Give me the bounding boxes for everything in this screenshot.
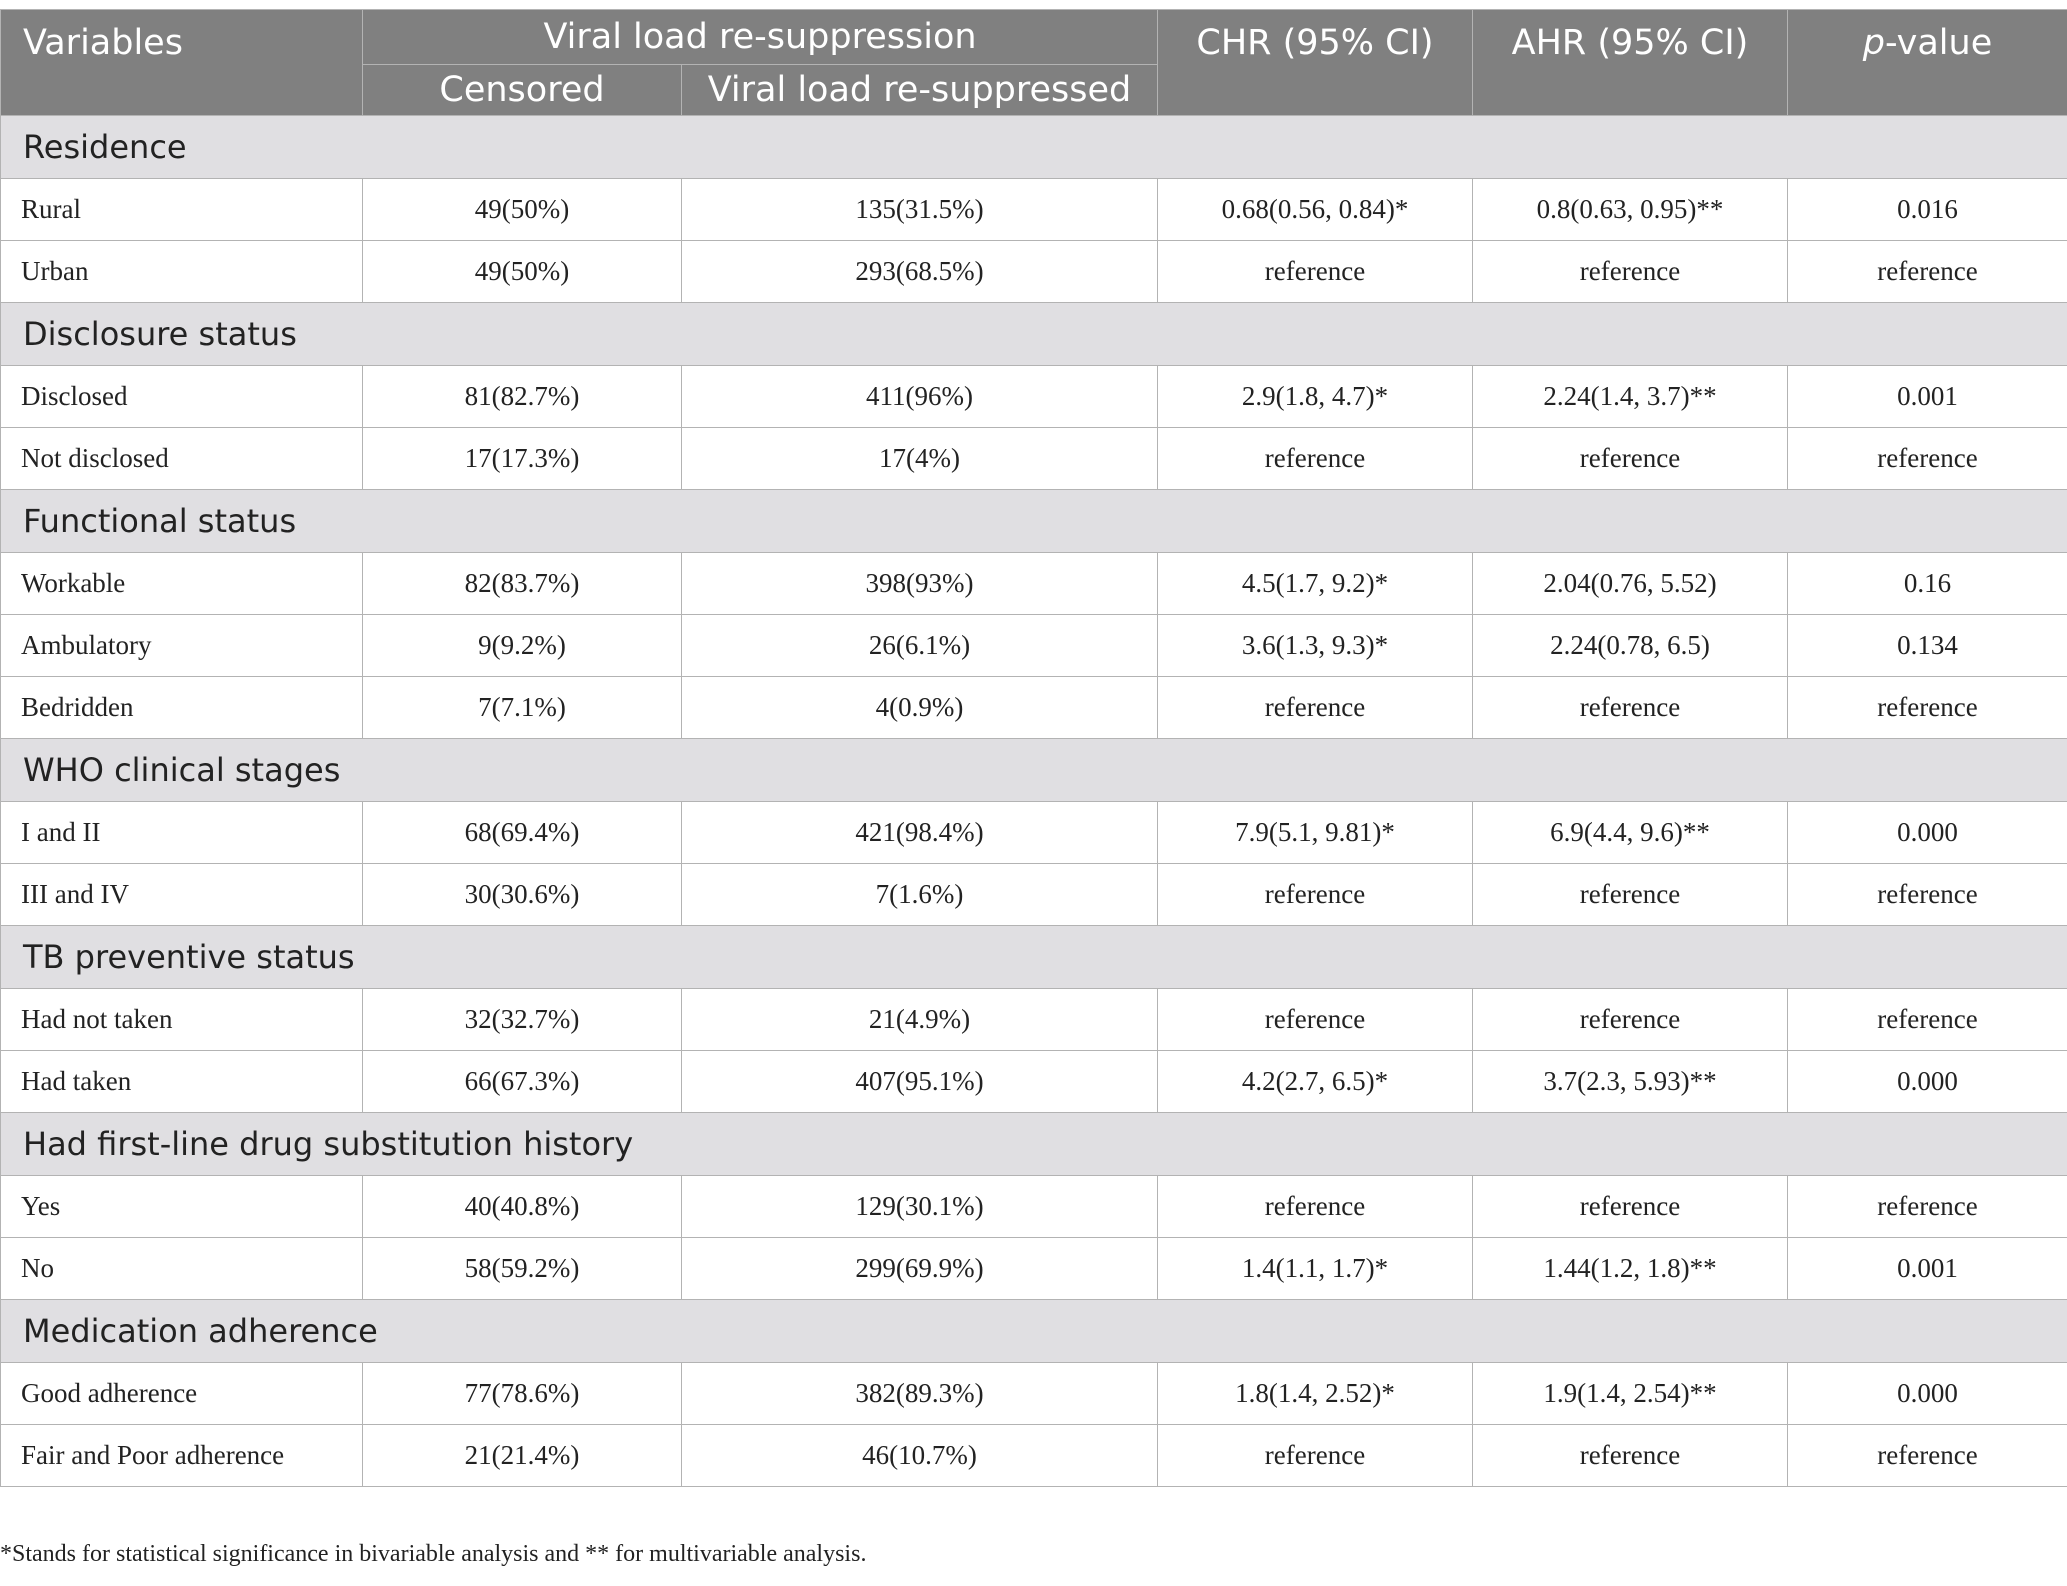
section-title: Disclosure status	[1, 303, 2067, 366]
cell-chr: 3.6(1.3, 9.3)*	[1158, 615, 1473, 677]
cell-chr: 1.8(1.4, 2.52)*	[1158, 1363, 1473, 1425]
cell-variable: Had not taken	[1, 989, 363, 1051]
cell-ahr: 6.9(4.4, 9.6)**	[1473, 802, 1788, 864]
cell-resuppressed: 407(95.1%)	[682, 1051, 1158, 1113]
cell-p-value: reference	[1788, 428, 2067, 490]
table-row	[1, 677, 2067, 739]
cell-variable: III and IV	[1, 864, 363, 926]
cell-ahr: 2.04(0.76, 5.52)	[1473, 553, 1788, 615]
cell-variable: Fair and Poor adherence	[1, 1425, 363, 1487]
cell-chr: reference	[1158, 1176, 1473, 1238]
cell-censored: 66(67.3%)	[363, 1051, 682, 1113]
cell-censored: 58(59.2%)	[363, 1238, 682, 1300]
cell-censored: 82(83.7%)	[363, 553, 682, 615]
cell-ahr: reference	[1473, 864, 1788, 926]
cell-resuppressed: 411(96%)	[682, 366, 1158, 428]
header-p-rest: -value	[1884, 23, 1993, 63]
cell-ahr: reference	[1473, 989, 1788, 1051]
cell-p-value: 0.000	[1788, 1051, 2067, 1113]
table-row	[1, 366, 2067, 428]
table-row	[1, 553, 2067, 615]
table-row	[1, 428, 2067, 490]
cell-variable: Ambulatory	[1, 615, 363, 677]
cell-censored: 9(9.2%)	[363, 615, 682, 677]
results-table	[0, 9, 2067, 1487]
section-title: Medication adherence	[1, 1300, 2067, 1363]
cell-ahr: 1.9(1.4, 2.54)**	[1473, 1363, 1788, 1425]
cell-resuppressed: 299(69.9%)	[682, 1238, 1158, 1300]
footnote: *Stands for statistical significance in bivariable analysis and ** for multivariable analysis.	[0, 1541, 867, 1567]
cell-p-value: 0.016	[1788, 179, 2067, 241]
section-title: WHO clinical stages	[1, 739, 2067, 802]
header-censored: Censored	[363, 65, 682, 116]
cell-resuppressed: 382(89.3%)	[682, 1363, 1158, 1425]
cell-p-value: 0.134	[1788, 615, 2067, 677]
cell-chr: reference	[1158, 864, 1473, 926]
cell-p-value: reference	[1788, 989, 2067, 1051]
cell-ahr: reference	[1473, 1425, 1788, 1487]
cell-p-value: reference	[1788, 677, 2067, 739]
cell-censored: 7(7.1%)	[363, 677, 682, 739]
section-title: TB preventive status	[1, 926, 2067, 989]
section-title: Functional status	[1, 490, 2067, 553]
cell-variable: No	[1, 1238, 363, 1300]
header-p-value	[1788, 10, 2067, 116]
cell-ahr: 3.7(2.3, 5.93)**	[1473, 1051, 1788, 1113]
cell-resuppressed: 421(98.4%)	[682, 802, 1158, 864]
cell-ahr: reference	[1473, 428, 1788, 490]
cell-variable: Not disclosed	[1, 428, 363, 490]
cell-chr: 4.2(2.7, 6.5)*	[1158, 1051, 1473, 1113]
cell-chr: reference	[1158, 989, 1473, 1051]
table-row	[1, 1363, 2067, 1425]
cell-p-value: 0.16	[1788, 553, 2067, 615]
cell-p-value: reference	[1788, 864, 2067, 926]
cell-variable: Yes	[1, 1176, 363, 1238]
cell-censored: 21(21.4%)	[363, 1425, 682, 1487]
section-row	[1, 739, 2067, 802]
cell-censored: 49(50%)	[363, 241, 682, 303]
cell-variable: Had taken	[1, 1051, 363, 1113]
cell-resuppressed: 7(1.6%)	[682, 864, 1158, 926]
header-p-italic: p	[1862, 23, 1885, 63]
table-row	[1, 1051, 2067, 1113]
cell-variable: I and II	[1, 802, 363, 864]
section-row	[1, 490, 2067, 553]
section-row	[1, 926, 2067, 989]
cell-resuppressed: 293(68.5%)	[682, 241, 1158, 303]
header-ahr: AHR (95% CI)	[1473, 10, 1788, 116]
cell-ahr: reference	[1473, 1176, 1788, 1238]
cell-variable: Rural	[1, 179, 363, 241]
cell-censored: 49(50%)	[363, 179, 682, 241]
cell-p-value: 0.001	[1788, 366, 2067, 428]
table-row	[1, 1425, 2067, 1487]
cell-chr: reference	[1158, 241, 1473, 303]
section-row	[1, 1113, 2067, 1176]
cell-variable: Workable	[1, 553, 363, 615]
table-row	[1, 179, 2067, 241]
cell-chr: 4.5(1.7, 9.2)*	[1158, 553, 1473, 615]
cell-resuppressed: 398(93%)	[682, 553, 1158, 615]
cell-resuppressed: 4(0.9%)	[682, 677, 1158, 739]
cell-p-value: reference	[1788, 241, 2067, 303]
cell-censored: 77(78.6%)	[363, 1363, 682, 1425]
section-title: Had first-line drug substitution history	[1, 1113, 2067, 1176]
section-row	[1, 116, 2067, 179]
table-row	[1, 615, 2067, 677]
table-row	[1, 1176, 2067, 1238]
cell-censored: 17(17.3%)	[363, 428, 682, 490]
cell-p-value: 0.000	[1788, 802, 2067, 864]
cell-censored: 40(40.8%)	[363, 1176, 682, 1238]
cell-chr: 7.9(5.1, 9.81)*	[1158, 802, 1473, 864]
table-row	[1, 241, 2067, 303]
cell-ahr: 1.44(1.2, 1.8)**	[1473, 1238, 1788, 1300]
cell-variable: Urban	[1, 241, 363, 303]
table-body	[1, 116, 2067, 1487]
section-title: Residence	[1, 116, 2067, 179]
cell-censored: 81(82.7%)	[363, 366, 682, 428]
section-row	[1, 303, 2067, 366]
cell-chr: 0.68(0.56, 0.84)*	[1158, 179, 1473, 241]
cell-ahr: 0.8(0.63, 0.95)**	[1473, 179, 1788, 241]
cell-resuppressed: 135(31.5%)	[682, 179, 1158, 241]
header-viral-load: Viral load re-suppression	[363, 10, 1158, 65]
cell-resuppressed: 17(4%)	[682, 428, 1158, 490]
table-row	[1, 1238, 2067, 1300]
table-row	[1, 802, 2067, 864]
cell-resuppressed: 46(10.7%)	[682, 1425, 1158, 1487]
section-row	[1, 1300, 2067, 1363]
header-re-suppressed: Viral load re-suppressed	[682, 65, 1158, 116]
cell-p-value: 0.000	[1788, 1363, 2067, 1425]
table-row	[1, 989, 2067, 1051]
cell-censored: 68(69.4%)	[363, 802, 682, 864]
cell-chr: reference	[1158, 1425, 1473, 1487]
table-header	[1, 10, 2067, 116]
cell-variable: Bedridden	[1, 677, 363, 739]
cell-ahr: 2.24(1.4, 3.7)**	[1473, 366, 1788, 428]
cell-p-value: reference	[1788, 1176, 2067, 1238]
cell-resuppressed: 21(4.9%)	[682, 989, 1158, 1051]
header-chr: CHR (95% CI)	[1158, 10, 1473, 116]
cell-resuppressed: 26(6.1%)	[682, 615, 1158, 677]
cell-variable: Disclosed	[1, 366, 363, 428]
cell-p-value: 0.001	[1788, 1238, 2067, 1300]
cell-chr: 2.9(1.8, 4.7)*	[1158, 366, 1473, 428]
cell-chr: reference	[1158, 677, 1473, 739]
table-row	[1, 864, 2067, 926]
cell-ahr: reference	[1473, 677, 1788, 739]
cell-censored: 32(32.7%)	[363, 989, 682, 1051]
cell-chr: reference	[1158, 428, 1473, 490]
header-variables: Variables	[1, 10, 363, 116]
cell-chr: 1.4(1.1, 1.7)*	[1158, 1238, 1473, 1300]
cell-p-value: reference	[1788, 1425, 2067, 1487]
cell-censored: 30(30.6%)	[363, 864, 682, 926]
cell-ahr: 2.24(0.78, 6.5)	[1473, 615, 1788, 677]
cell-variable: Good adherence	[1, 1363, 363, 1425]
cell-ahr: reference	[1473, 241, 1788, 303]
cell-resuppressed: 129(30.1%)	[682, 1176, 1158, 1238]
